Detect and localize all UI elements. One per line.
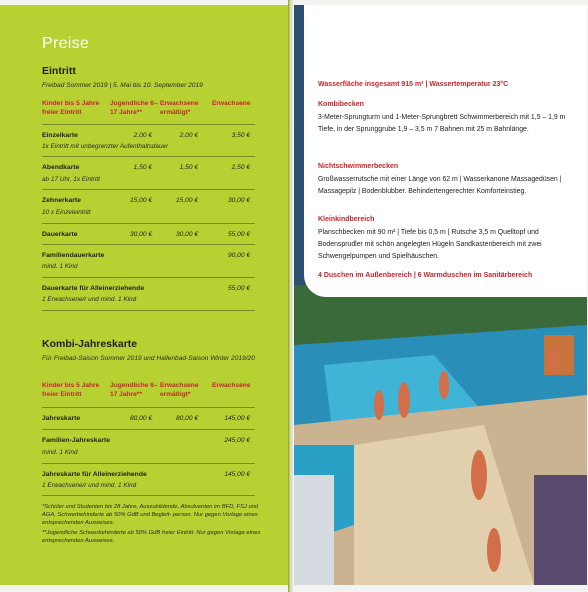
- col-erm: Erwachsene ermäßigt*: [160, 100, 199, 116]
- price: 2,00 €: [179, 132, 198, 139]
- price: 30,00 €: [176, 231, 198, 238]
- price: 3,50 €: [231, 132, 250, 139]
- row-note: 1 Erwachsene/r und mind. 1 Kind: [42, 296, 137, 303]
- nichtschwimmer-title: Nichtschwimmerbecken: [318, 163, 399, 170]
- divider: [42, 124, 255, 125]
- col-kinder: Kinder bis 5 Jahre freier Eintritt: [42, 382, 100, 398]
- price: 245,00 €: [224, 437, 250, 444]
- row-note: 1x Eintritt mit unbegrenzter Aufenthaltsdauer: [42, 143, 169, 150]
- price: 30,00 €: [130, 231, 152, 238]
- row-note: mind. 1 Kind: [42, 263, 78, 270]
- price: 30,00 €: [228, 197, 250, 204]
- price: 80,00 €: [176, 415, 198, 422]
- row-name: Einzelkarte: [42, 132, 78, 139]
- col-erwachsene: Erwachsene: [212, 100, 251, 107]
- price: 55,00 €: [228, 231, 250, 238]
- row-name: Jahreskarte: [42, 415, 81, 422]
- kleinkind-text: Planschbecken mit 90 m² | Tiefe bis 0,5 m | Rutsche 3,5 m Quelltopf und Bodensprudler mit schön angelegten Hügeln Sandkastenbereich mit zwei Schwengelpumpen und Spielhäuschen.: [318, 229, 542, 260]
- info-page: [294, 5, 587, 585]
- kombibecken-title: Kombibecken: [318, 101, 364, 108]
- divider: [42, 495, 255, 496]
- row-name: Abendkarte: [42, 164, 80, 171]
- kombi-heading: Kombi-Jahreskarte: [42, 338, 138, 350]
- divider: [42, 156, 255, 157]
- row-name: Zehnerkarte: [42, 197, 81, 204]
- nichtschwimmer-text: Großwasserrutsche mit einer Länge von 62 m | Wasserkanone Massagedüsen | Massagepilz | Bodenblubber. Behindertengerechter Komforteinstieg.: [318, 176, 562, 195]
- eintritt-subtitle: Freibad Sommer 2019 | 5. Mai bis 10. September 2019: [42, 82, 203, 89]
- row-note: mind. 1 Kind: [42, 449, 78, 456]
- divider: [42, 277, 255, 278]
- headline: Wasserfläche insgesamt 915 m² | Wassertemperatur 23°C: [318, 81, 509, 88]
- kombibecken-text: 3-Meter-Sprungturm und 1-Meter-Sprungbrett Schwimmerbereich mit 1,5 – 1,9 m Tiefe, in der Sprunggrube 1,9 – 3,5 m 7 Bahnen mit 25 m Bahnlänge.: [318, 114, 566, 133]
- row-note: 1 Erwachsene/r und mind. 1 Kind: [42, 482, 137, 489]
- eintritt-heading: Eintritt: [42, 65, 76, 77]
- row-note: ab 17 Uhr, 1x Eintritt: [42, 176, 100, 183]
- price: 2,50 €: [231, 164, 250, 171]
- price: 145,00 €: [224, 471, 250, 478]
- col-jugendliche: Jugendliche 6–17 Jahre**: [110, 382, 158, 398]
- row-name: Dauerkarte für Alleinerziehende: [42, 285, 145, 292]
- price: 90,00 €: [228, 252, 250, 259]
- divider: [42, 223, 255, 224]
- footnote: **Jugendliche Schwerbehinderte ab 50% GdB freier Eintritt. Nur gegen Vorlage eines entsprechenden Ausweises.: [42, 530, 261, 544]
- row-name: Familiendauerkarte: [42, 252, 105, 259]
- facts-card: [304, 5, 587, 297]
- divider: [42, 407, 255, 408]
- price: 80,00 €: [130, 415, 152, 422]
- row-note: 10 x Einzeleintritt: [42, 209, 91, 216]
- price: 145,00 €: [224, 415, 250, 422]
- price: 15,00 €: [176, 197, 198, 204]
- col-kinder: Kinder bis 5 Jahre freier Eintritt: [42, 100, 100, 116]
- divider: [42, 310, 255, 311]
- price-page: [0, 5, 290, 585]
- footnote: *Schüler und Studenten bis 28 Jahre, Auszubildende, Absolventen im BFD, FSJ und AGA, Schwerbehinderte ab 50% GdB und Begleit- person. Nur gegen Vorlage eines entsprechenden Ausweises.: [42, 504, 259, 526]
- price: 15,00 €: [130, 197, 152, 204]
- divider: [42, 189, 255, 190]
- kleinkind-title: Kleinkindbereich: [318, 216, 375, 223]
- price: 55,00 €: [228, 285, 250, 292]
- showers-info: 4 Duschen im Außenbereich | 6 Warmduschen im Sanitärbereich: [318, 272, 533, 279]
- divider: [42, 244, 255, 245]
- price: 1,50 €: [179, 164, 198, 171]
- kombi-subtitle: Für Freibad-Saison Sommer 2019 und Hallenbad-Saison Winter 2019/20: [42, 355, 255, 362]
- row-name: Familien-Jahreskarte: [42, 437, 111, 444]
- col-erwachsene: Erwachsene: [212, 382, 251, 389]
- divider: [42, 463, 255, 464]
- price: 2,00 €: [133, 132, 152, 139]
- row-name: Jahreskarte für Alleinerziehende: [42, 471, 147, 478]
- col-jugendliche: Jugendliche 6–17 Jahre**: [110, 100, 158, 116]
- page-title: Preise: [42, 35, 90, 52]
- price: 1,50 €: [133, 164, 152, 171]
- col-erm: Erwachsene ermäßigt*: [160, 382, 199, 398]
- divider: [42, 429, 255, 430]
- row-name: Dauerkarte: [42, 231, 78, 238]
